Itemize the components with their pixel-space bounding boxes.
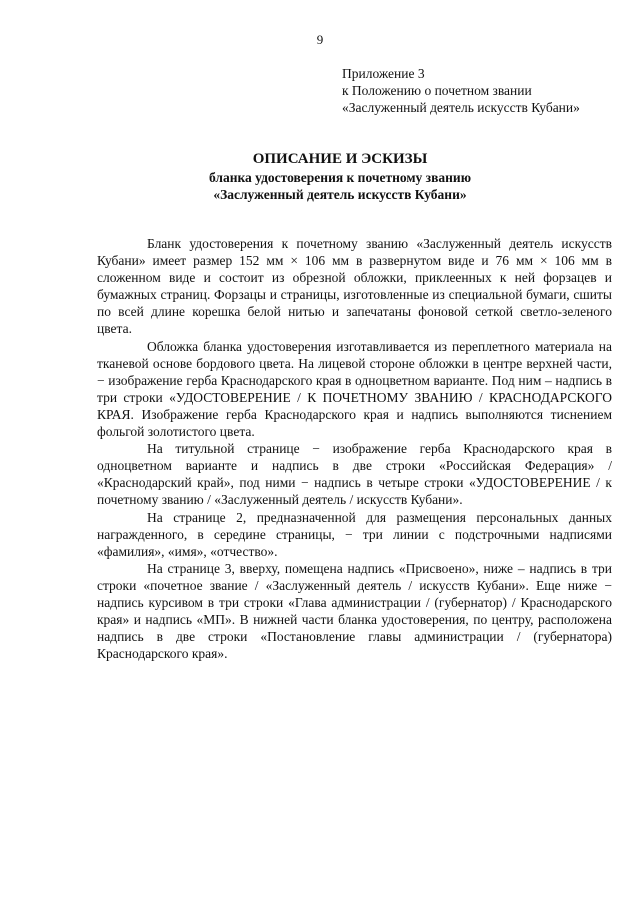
title-subtitle-2: «Заслуженный деятель искусств Кубани» bbox=[213, 187, 467, 202]
appendix-line-2: к Положению о почетном звании bbox=[342, 83, 532, 98]
paragraph-5: На странице 3, вверху, помещена надпись «Присвоено», ниже – надпись в три строки «почетное звание / «Заслуженный деятель / искусств Кубани». Еще ниже − надпись курсивом в три строки «Глава администрации / (губернатор) / Краснодарского края» и надпись «МП». В нижней части бланка удостоверения, по центру, расположена надпись в две строки «Постановление главы администрации / (губернатора) Краснодарского края». bbox=[97, 560, 612, 662]
title-main: ОПИСАНИЕ И ЭСКИЗЫ bbox=[252, 151, 428, 167]
paragraph-1: Бланк удостоверения к почетному званию «Заслуженный деятель искусств Кубани» имеет размер 152 мм × 106 мм в развернутом виде и 76 мм × 106 мм в сложенном виде и состоит из обрезной обложки, приклеенных к ней форзацев и бумажных страниц. Форзацы и страницы, изготовленные из специальной бумаги, сшиты по всей длине корешка белой нитью и запечатаны фоновой сеткой светло-зеленого цвета. bbox=[97, 236, 612, 337]
appendix-header bbox=[342, 65, 580, 116]
document-body bbox=[97, 235, 612, 662]
title-subtitle-1: бланка удостоверения к почетному званию bbox=[208, 170, 472, 185]
paragraph-4: На странице 2, предназначенной для размещения персональных данных награжденного, в середине страницы, − три линии с подстрочными надписями «фамилия», «имя», «отчество». bbox=[97, 509, 612, 559]
appendix-line-1: Приложение 3 bbox=[342, 66, 425, 81]
appendix-line-3: «Заслуженный деятель искусств Кубани» bbox=[342, 100, 580, 115]
paragraph-2: Обложка бланка удостоверения изготавливается из переплетного материала на тканевой основе бордового цвета. На лицевой стороне обложки в центре верхней части, − изображение герба Краснодарского края в одноцветном варианте. Под ним – надпись в три строки «УДОСТОВЕРЕНИЕ / К ПОЧЕТНОМУ ЗВАНИЮ / КРАСНОДАРСКОГО КРАЯ. Изображение герба Краснодарского края и надпись выполняются тиснением фольгой золотистого цвета. bbox=[97, 338, 612, 440]
page-number: 9 bbox=[316, 32, 324, 47]
paragraph-3: На титульной странице − изображение герба Краснодарского края в одноцветном варианте и надпись в две строки «Российская Федерация» / «Краснодарский край», под ними − надпись в четыре строки «УДОСТОВЕРЕНИЕ / к почетному званию / «Заслуженный деятель / искусств Кубани». bbox=[97, 441, 612, 508]
document-title bbox=[80, 150, 600, 203]
